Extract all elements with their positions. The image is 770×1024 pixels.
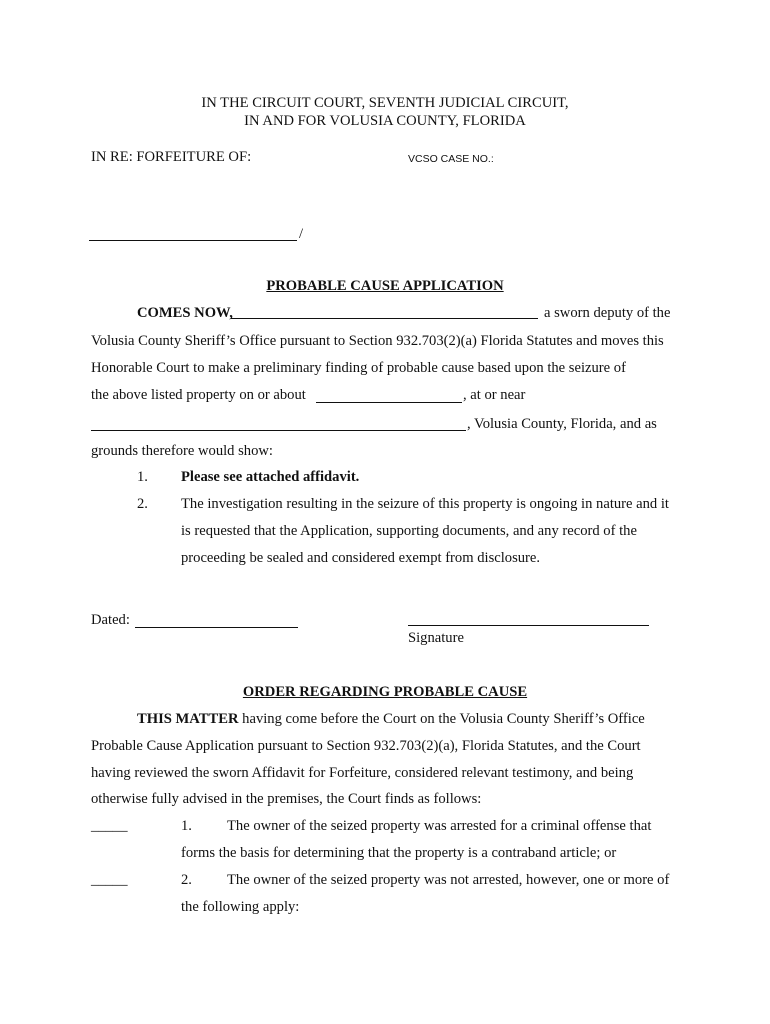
case-number-label: VCSO CASE NO.: [408,153,494,165]
finding-text-line: the following apply: [181,899,300,915]
order-paragraph-text: having come before the Court on the Volusia County Sheriff’s Office [242,711,645,727]
finding-number: 1. [181,818,192,834]
at-or-near-text: , at or near [463,387,526,403]
property-description-line[interactable] [89,240,297,241]
application-paragraph-line: Volusia County Sheriff’s Office pursuant to Section 932.703(2)(a) Florida Statutes and moves this [91,333,664,349]
order-paragraph-line: having reviewed the sworn Affidavit for Forfeiture, considered relevant testimony, and being [91,765,634,781]
finding-number: 2. [181,872,192,888]
application-paragraph-line: grounds therefore would show: [91,443,273,459]
finding-checkbox-blank[interactable]: _____ [91,818,128,834]
application-paragraph-line: Honorable Court to make a preliminary finding of probable cause based upon the seizure of [91,360,626,376]
order-paragraph-line: otherwise fully advised in the premises, the Court finds as follows: [91,791,482,807]
item-number: 2. [137,496,148,512]
signature-line[interactable] [408,625,649,626]
deputy-name-line[interactable] [231,318,538,319]
in-re-label: IN RE: FORFEITURE OF: [91,149,252,165]
county-text: , Volusia County, Florida, and as [467,416,657,432]
application-paragraph-line: the above listed property on or about [91,387,306,403]
comes-now-label: COMES NOW, [137,305,233,321]
order-paragraph-line: Probable Cause Application pursuant to Section 932.703(2)(a), Florida Statutes, and the Court [91,738,641,754]
order-title: ORDER REGARDING PROBABLE CAUSE [242,684,528,700]
caption-slash: / [299,226,304,242]
finding-text-line: The owner of the seized property was not arrested, however, one or more of [227,872,670,888]
this-matter-label: THIS MATTER [137,711,239,727]
signature-label: Signature [408,630,464,646]
item-text-line: proceeding be sealed and considered exempt from disclosure. [181,550,541,566]
finding-text-line: The owner of the seized property was arrested for a criminal offense that [227,818,652,834]
item-text-line: The investigation resulting in the seizure of this property is ongoing in nature and it [181,496,669,512]
court-caption-line-2: IN AND FOR VOLUSIA COUNTY, FLORIDA [244,113,526,129]
seizure-date-line[interactable] [316,402,462,403]
item-text-affidavit: Please see attached affidavit. [181,469,360,485]
application-title: PROBABLE CAUSE APPLICATION [266,278,504,294]
dated-line[interactable] [135,627,298,628]
dated-label: Dated: [91,612,130,628]
seizure-location-line[interactable] [91,430,466,431]
order-paragraph-line-1 [137,712,645,727]
finding-checkbox-blank[interactable]: _____ [91,872,128,888]
finding-text-line: forms the basis for determining that the property is a contraband article; or [181,845,617,861]
item-text-line: is requested that the Application, supporting documents, and any record of the [181,523,637,539]
item-number: 1. [137,469,148,485]
court-caption-line-1: IN THE CIRCUIT COURT, SEVENTH JUDICIAL CIRCUIT, [201,95,569,111]
sworn-deputy-text: a sworn deputy of the [544,305,671,321]
